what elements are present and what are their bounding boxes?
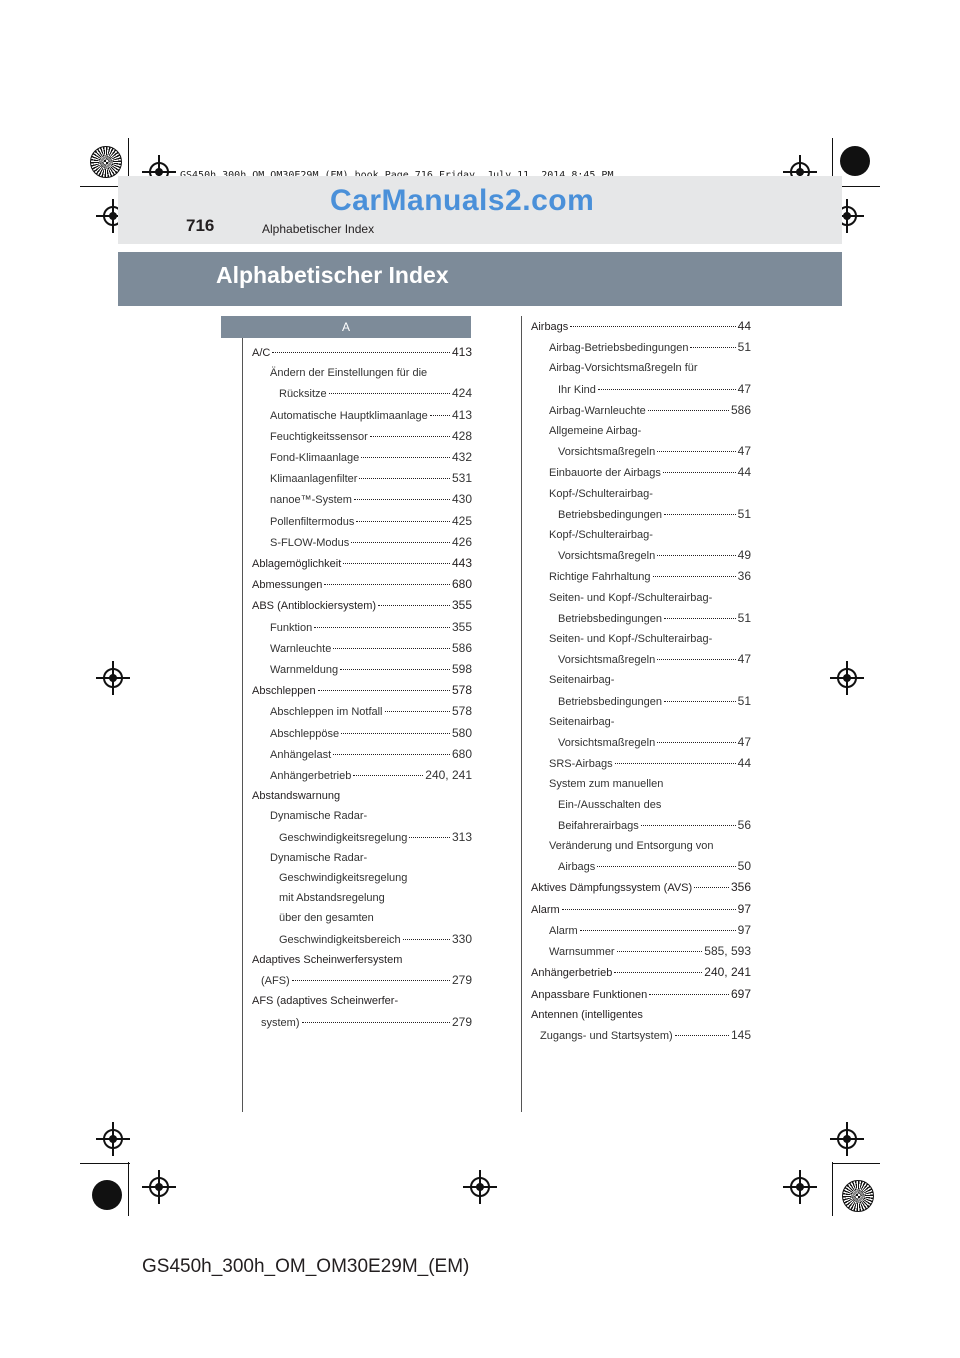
index-entry <box>531 525 751 545</box>
index-entry-text: Anhängerbetrieb <box>270 770 352 783</box>
index-entry-page[interactable]: 47 <box>737 735 751 750</box>
index-entry-text: system) <box>261 1016 300 1029</box>
dot-leader <box>653 576 736 577</box>
index-entry <box>531 421 751 441</box>
crosshair-icon <box>96 661 130 695</box>
index-entry <box>531 379 751 400</box>
dot-leader <box>562 909 736 910</box>
index-entry-page[interactable]: 49 <box>737 548 751 563</box>
index-entry-page[interactable]: 355 <box>451 619 472 634</box>
index-entry-page[interactable]: 585, 593 <box>704 944 751 959</box>
index-entry-text: Airbags <box>558 861 596 874</box>
index-entry-text: Betriebsbedingungen <box>558 508 662 521</box>
dot-leader <box>617 951 703 952</box>
index-entry-text: Ein-/Ausschalten des <box>558 798 662 811</box>
dot-leader <box>333 648 450 649</box>
index-entry-text: Geschwindigkeitsbereich <box>279 933 401 946</box>
index-entry-text: Airbag-Vorsichtsmaßregeln für <box>549 362 698 375</box>
dot-leader <box>340 669 450 670</box>
dot-leader <box>314 627 450 628</box>
index-entry-text: Einbauorte der Airbags <box>549 467 661 480</box>
page-number: 716 <box>186 216 215 235</box>
index-entry <box>252 595 472 616</box>
index-entry-page[interactable]: 313 <box>451 829 472 844</box>
dot-leader <box>351 542 450 543</box>
index-entry-text: Fond-Klimaanlage <box>270 452 360 465</box>
index-entry-text: Pollenfiltermodus <box>270 515 355 528</box>
dot-leader <box>657 451 735 452</box>
index-entry-page[interactable]: 240, 241 <box>425 768 472 783</box>
index-entry-text: Funktion <box>270 621 313 634</box>
dot-leader <box>570 326 735 327</box>
index-entry <box>252 489 472 510</box>
dot-leader <box>614 972 702 973</box>
index-entry <box>531 337 751 358</box>
dot-leader <box>430 415 450 416</box>
index-entry-text: Kopf-/Schulterairbag- <box>549 529 653 542</box>
index-entry <box>252 405 472 426</box>
dot-leader <box>597 866 735 867</box>
dot-leader <box>694 887 729 888</box>
index-entry <box>252 553 472 574</box>
index-entry-text: Alarm <box>549 924 578 937</box>
index-entry-text: Klimaanlagenfilter <box>270 473 358 486</box>
index-entry-page[interactable]: 47 <box>737 444 751 459</box>
index-entry-page[interactable]: 697 <box>730 986 751 1001</box>
dot-leader <box>341 733 450 734</box>
index-entry-text: Warnmeldung <box>270 664 339 677</box>
index-entry-text: Anhängelast <box>270 748 332 761</box>
index-entry-page[interactable]: 279 <box>451 973 472 988</box>
dot-leader <box>598 389 736 390</box>
index-entry-page[interactable]: 426 <box>451 534 472 549</box>
index-entry <box>252 511 472 532</box>
index-entry <box>252 806 472 826</box>
index-entry <box>252 468 472 489</box>
crosshair-icon <box>783 1170 817 1204</box>
dot-leader <box>329 393 450 394</box>
index-entry-text: Ändern der Einstellungen für die <box>270 367 428 380</box>
index-entry <box>531 815 751 836</box>
dot-leader <box>690 347 735 348</box>
letter-heading: A <box>221 316 471 338</box>
index-entry <box>531 1025 751 1046</box>
index-entry <box>252 765 472 786</box>
dot-leader <box>409 837 450 838</box>
index-entry <box>252 426 472 447</box>
index-entry-text: Geschwindigkeitsregelung <box>279 831 408 844</box>
index-entry-text: A/C <box>252 347 271 359</box>
crop-line <box>128 1162 129 1216</box>
registration-mark-icon <box>842 1180 874 1212</box>
index-entry-page[interactable]: 44 <box>737 756 751 771</box>
index-entry <box>252 786 472 806</box>
index-entry-page[interactable]: 578 <box>451 683 472 698</box>
index-entry <box>252 447 472 468</box>
index-list-right <box>531 316 751 1046</box>
index-entry-text: Dynamische Radar- <box>270 851 368 864</box>
index-entry <box>252 383 472 404</box>
index-entry <box>252 970 472 991</box>
index-entry <box>531 649 751 670</box>
index-entry-page[interactable]: 578 <box>451 704 472 719</box>
index-entry <box>531 877 751 898</box>
index-entry <box>531 1005 751 1025</box>
index-entry <box>531 629 751 649</box>
index-entry <box>252 659 472 680</box>
index-entry-text: Seiten- und Kopf-/Schulterairbag- <box>549 633 713 646</box>
index-entry-text: Dynamische Radar- <box>270 810 368 823</box>
index-entry-text: Abmessungen <box>252 579 323 592</box>
index-entry-text: (AFS) <box>261 975 290 988</box>
index-entry <box>531 316 751 337</box>
dot-leader <box>615 763 736 764</box>
index-entry <box>531 588 751 608</box>
index-entry <box>252 680 472 701</box>
index-entry-page[interactable]: 413 <box>451 345 472 359</box>
dot-leader <box>318 690 450 691</box>
column-divider-middle <box>521 316 522 1112</box>
index-entry-page[interactable]: 51 <box>737 340 751 355</box>
index-entry-page[interactable]: 356 <box>730 880 751 895</box>
column-divider-left <box>242 316 243 1112</box>
index-entry <box>252 848 472 868</box>
dot-leader <box>359 478 450 479</box>
index-entry <box>531 462 751 483</box>
dot-leader <box>580 930 736 931</box>
index-entry-page[interactable]: 580 <box>451 725 472 740</box>
index-entry-page[interactable]: 36 <box>737 569 751 584</box>
index-entry-page[interactable]: 680 <box>451 746 472 761</box>
index-entry-page[interactable]: 355 <box>451 598 472 613</box>
index-entry-page[interactable]: 586 <box>451 640 472 655</box>
index-entry-page[interactable]: 47 <box>737 381 751 396</box>
index-entry <box>252 888 472 908</box>
index-entry <box>531 732 751 753</box>
dot-leader <box>324 584 450 585</box>
index-entry-page[interactable]: 51 <box>737 693 751 708</box>
index-entry <box>531 608 751 629</box>
index-entry-page[interactable]: 50 <box>737 859 751 874</box>
index-column-left <box>252 316 472 1033</box>
index-entry-page[interactable]: 56 <box>737 817 751 832</box>
index-entry-text: Richtige Fahrhaltung <box>549 571 651 584</box>
index-entry-text: Abschleppen <box>252 685 316 698</box>
index-entry-page[interactable]: 44 <box>737 319 751 333</box>
index-entry <box>252 827 472 848</box>
index-entry-text: über den gesamten <box>279 912 374 925</box>
dot-leader <box>353 775 423 776</box>
index-entry-text: Vorsichtsmaßregeln <box>558 737 656 750</box>
watermark: CarManuals2.com <box>330 184 595 217</box>
index-entry-page[interactable]: 145 <box>730 1027 751 1042</box>
index-entry <box>531 670 751 690</box>
dot-leader <box>664 701 736 702</box>
index-entry <box>531 899 751 920</box>
running-header-title: Alphabetischer Index <box>262 222 375 236</box>
index-entry <box>531 691 751 712</box>
index-entry-text: Seitenairbag- <box>549 715 615 728</box>
index-entry-page[interactable]: 51 <box>737 506 751 521</box>
index-entry-page[interactable]: 425 <box>451 513 472 528</box>
index-entry <box>531 504 751 525</box>
registration-mark-icon <box>90 146 122 178</box>
dot-leader <box>292 980 450 981</box>
page-title: Alphabetischer Index <box>216 262 449 288</box>
dot-leader <box>675 1035 729 1036</box>
crosshair-icon <box>96 1122 130 1156</box>
dot-leader <box>370 436 450 437</box>
index-entry-text: Airbag-Warnleuchte <box>549 404 646 417</box>
index-entry-text: Warnsummer <box>549 946 615 959</box>
index-entry <box>252 574 472 595</box>
index-entry-page[interactable]: 531 <box>451 471 472 486</box>
index-entry <box>531 774 751 794</box>
index-entry <box>252 342 472 363</box>
crosshair-icon <box>142 1170 176 1204</box>
dot-leader <box>354 499 450 500</box>
index-entry <box>531 920 751 941</box>
footer-document-id: GS450h_300h_OM_OM30E29M_(EM) <box>142 1256 470 1277</box>
index-entry-text: Airbags <box>531 321 569 333</box>
index-entry <box>531 441 751 462</box>
index-entry-text: Adaptives Scheinwerfersystem <box>252 953 403 966</box>
dot-leader <box>302 1022 450 1023</box>
dot-leader <box>657 555 735 556</box>
index-entry <box>531 836 751 856</box>
index-entry-page[interactable]: 586 <box>730 402 751 417</box>
index-entry-text: Abstandswarnung <box>252 790 341 803</box>
registration-dot-icon <box>840 146 870 176</box>
dot-leader <box>403 939 450 940</box>
index-entry-page[interactable]: 330 <box>451 931 472 946</box>
dot-leader <box>343 563 450 564</box>
index-entry-text: Vorsichtsmaßregeln <box>558 446 656 459</box>
index-entry-page[interactable]: 97 <box>737 922 751 937</box>
crop-line <box>832 1162 833 1216</box>
index-list-left <box>252 342 472 1033</box>
index-entry-page[interactable]: 47 <box>737 652 751 667</box>
index-entry-text: System zum manuellen <box>549 778 664 791</box>
index-entry <box>531 856 751 877</box>
dot-leader <box>272 352 450 353</box>
index-entry-text: Warnleuchte <box>270 642 332 655</box>
index-entry-text: mit Abstandsregelung <box>279 892 385 905</box>
index-entry-page[interactable]: 443 <box>451 556 472 571</box>
index-entry-page[interactable]: 428 <box>451 428 472 443</box>
index-entry-page[interactable]: 97 <box>737 901 751 916</box>
index-entry-page[interactable]: 432 <box>451 450 472 465</box>
dot-leader <box>648 410 729 411</box>
index-entry <box>252 363 472 383</box>
index-entry-page[interactable]: 424 <box>451 386 472 401</box>
index-entry <box>531 962 751 983</box>
index-entry-text: Vorsichtsmaßregeln <box>558 654 656 667</box>
index-entry-page[interactable]: 51 <box>737 610 751 625</box>
index-entry <box>252 991 472 1011</box>
index-entry-text: Abschleppen im Notfall <box>270 706 383 719</box>
index-entry-text: Anhängerbetrieb <box>531 967 613 980</box>
dot-leader <box>664 618 736 619</box>
index-entry <box>252 617 472 638</box>
index-entry-text: Rücksitze <box>279 388 327 401</box>
index-entry-text: Betriebsbedingungen <box>558 695 662 708</box>
index-entry <box>531 712 751 732</box>
index-entry <box>531 984 751 1005</box>
index-entry-text: Airbag-Betriebsbedingungen <box>549 342 689 355</box>
index-column-right <box>531 316 751 1046</box>
crosshair-icon <box>463 1170 497 1204</box>
index-entry <box>252 1012 472 1033</box>
index-entry-text: Vorsichtsmaßregeln <box>558 550 656 563</box>
index-entry-text: Abschleppöse <box>270 727 340 740</box>
index-entry <box>531 941 751 962</box>
index-entry-page[interactable]: 598 <box>451 662 472 677</box>
index-entry-text: Alarm <box>531 903 560 916</box>
index-entry-page[interactable]: 240, 241 <box>704 965 751 980</box>
index-entry-text: Ablagemöglichkeit <box>252 558 342 571</box>
index-entry-text: Aktives Dämpfungssystem (AVS) <box>531 882 693 895</box>
index-entry-text: SRS-Airbags <box>549 758 613 771</box>
index-entry <box>531 545 751 566</box>
crop-line <box>80 1163 130 1164</box>
index-entry-text: Zugangs- und Startsystem) <box>540 1029 673 1042</box>
index-entry-page[interactable]: 279 <box>451 1014 472 1029</box>
index-entry-text: Automatische Hauptklimaanlage <box>270 409 428 422</box>
dot-leader <box>664 514 736 515</box>
dot-leader <box>649 994 729 995</box>
index-entry <box>531 566 751 587</box>
crosshair-icon <box>830 1122 864 1156</box>
index-entry <box>531 358 751 378</box>
index-entry <box>531 753 751 774</box>
dot-leader <box>385 711 450 712</box>
index-entry <box>252 723 472 744</box>
index-entry-text: Seitenairbag- <box>549 674 615 687</box>
crop-line <box>832 1163 880 1164</box>
index-entry-text: Seiten- und Kopf-/Schulterairbag- <box>549 591 713 604</box>
index-entry <box>252 638 472 659</box>
index-entry-page[interactable]: 680 <box>451 577 472 592</box>
index-entry-text: Veränderung und Entsorgung von <box>549 840 714 853</box>
dot-leader <box>663 472 736 473</box>
index-entry <box>252 950 472 970</box>
registration-dot-icon <box>92 1180 122 1210</box>
index-entry-text: Anpassbare Funktionen <box>531 988 648 1001</box>
index-entry-text: ABS (Antiblockiersystem) <box>252 600 377 613</box>
dot-leader <box>378 605 450 606</box>
dot-leader <box>657 742 735 743</box>
index-entry-text: Feuchtigkeitssensor <box>270 430 368 443</box>
index-entry <box>252 929 472 950</box>
dot-leader <box>356 521 450 522</box>
index-entry <box>531 484 751 504</box>
index-entry-text: S-FLOW-Modus <box>270 536 350 549</box>
index-entry-text: Betriebsbedingungen <box>558 612 662 625</box>
dot-leader <box>361 457 450 458</box>
index-entry-text: Antennen (intelligentes <box>531 1008 643 1021</box>
index-entry <box>531 795 751 815</box>
index-entry <box>252 868 472 888</box>
dot-leader <box>641 825 736 826</box>
index-entry-text: nanoe™-System <box>270 494 352 507</box>
index-entry <box>531 400 751 421</box>
dot-leader <box>333 754 450 755</box>
index-entry-text: Geschwindigkeitsregelung <box>279 872 408 885</box>
dot-leader <box>657 659 735 660</box>
index-entry <box>252 908 472 928</box>
index-entry-text: AFS (adaptives Scheinwerfer- <box>252 995 399 1008</box>
index-entry-text: Beifahrerairbags <box>558 819 639 832</box>
index-entry-text: Ihr Kind <box>558 383 596 396</box>
index-entry-page[interactable]: 413 <box>451 407 472 422</box>
index-entry <box>252 744 472 765</box>
crosshair-icon <box>830 661 864 695</box>
index-entry <box>252 532 472 553</box>
index-entry <box>252 701 472 722</box>
index-entry-text: Kopf-/Schulterairbag- <box>549 487 653 500</box>
index-entry-text: Allgemeine Airbag- <box>549 425 642 438</box>
index-entry-page[interactable]: 44 <box>737 465 751 480</box>
index-entry-page[interactable]: 430 <box>451 492 472 507</box>
